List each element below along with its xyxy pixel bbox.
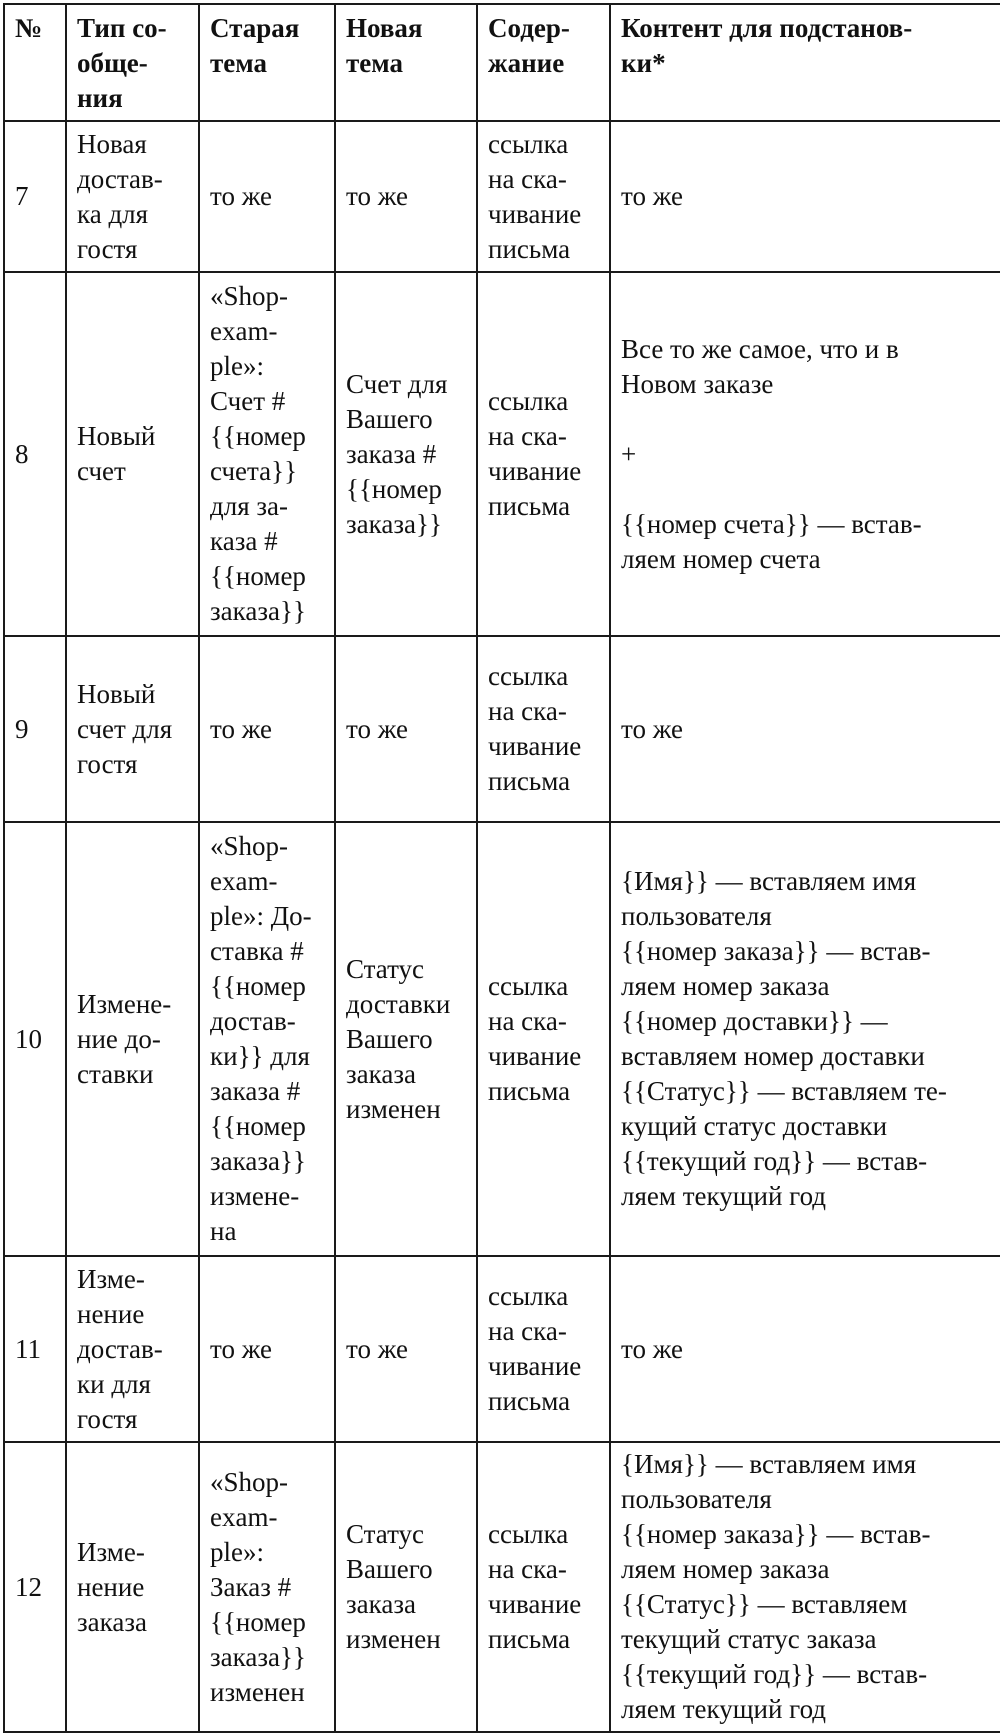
header-old-subject: Старая тема	[199, 4, 335, 121]
cell-content: ссылка на ска- чивание письма	[477, 121, 610, 272]
header-substitution: Контент для подстанов- ки*	[610, 4, 1000, 121]
cell-old-subject: то же	[199, 636, 335, 822]
header-content: Содер- жание	[477, 4, 610, 121]
cell-old-subject: «Shop- exam- ple»: Заказ # {{номер заказа}} изменен	[199, 1442, 335, 1732]
cell-message-type: Изме- нение достав- ки для гостя	[66, 1256, 199, 1442]
cell-old-subject: «Shop- exam- ple»: Счет # {{номер счета}} для за- каза # {{номер заказа}}	[199, 272, 335, 636]
cell-number: 9	[4, 636, 66, 822]
cell-substitution: Все то же самое, что и в Новом заказе + {{номер счета}} — встав- ляем номер счета	[610, 272, 1000, 636]
table-row	[4, 121, 1000, 272]
cell-number: 10	[4, 822, 66, 1256]
header-message-type: Тип со- обще- ния	[66, 4, 199, 121]
cell-content: ссылка на ска- чивание письма	[477, 822, 610, 1256]
header-new-subject: Новая тема	[335, 4, 477, 121]
cell-substitution: то же	[610, 1256, 1000, 1442]
cell-message-type: Изме- нение заказа	[66, 1442, 199, 1732]
cell-old-subject: то же	[199, 121, 335, 272]
cell-message-type: Новая достав- ка для гостя	[66, 121, 199, 272]
email-templates-table	[3, 3, 1000, 1733]
cell-content: ссылка на ска- чивание письма	[477, 1256, 610, 1442]
cell-number: 7	[4, 121, 66, 272]
cell-new-subject: Статус доставки Вашего заказа изменен	[335, 822, 477, 1256]
cell-new-subject: Статус Вашего заказа изменен	[335, 1442, 477, 1732]
cell-new-subject: Счет для Вашего заказа # {{номер заказа}}	[335, 272, 477, 636]
cell-substitution: то же	[610, 121, 1000, 272]
cell-new-subject: то же	[335, 121, 477, 272]
cell-content: ссылка на ска- чивание письма	[477, 272, 610, 636]
table-row	[4, 1442, 1000, 1732]
cell-message-type: Измене- ние до- ставки	[66, 822, 199, 1256]
cell-new-subject: то же	[335, 636, 477, 822]
cell-old-subject: то же	[199, 1256, 335, 1442]
cell-content: ссылка на ска- чивание письма	[477, 1442, 610, 1732]
cell-new-subject: то же	[335, 1256, 477, 1442]
table-header-row	[4, 4, 1000, 121]
cell-number: 11	[4, 1256, 66, 1442]
cell-message-type: Новый счет	[66, 272, 199, 636]
cell-substitution: {Имя}} — вставляем имя пользователя {{номер заказа}} — встав- ляем номер заказа {{Статус}} — вставляем текущий статус заказа {{текущий год}} — встав- ляем текущий год	[610, 1442, 1000, 1732]
table-row	[4, 1256, 1000, 1442]
cell-content: ссылка на ска- чивание письма	[477, 636, 610, 822]
cell-number: 8	[4, 272, 66, 636]
header-number: №	[4, 4, 66, 121]
table-row	[4, 822, 1000, 1256]
table-row	[4, 636, 1000, 822]
cell-substitution: то же	[610, 636, 1000, 822]
cell-old-subject: «Shop- exam- ple»: До- ставка # {{номер достав- ки}} для заказа # {{номер заказа}} измене- на	[199, 822, 335, 1256]
cell-number: 12	[4, 1442, 66, 1732]
table-row	[4, 272, 1000, 636]
cell-substitution: {Имя}} — вставляем имя пользователя {{номер заказа}} — встав- ляем номер заказа {{номер доставки}} — вставляем номер доставки {{Статус}} — вставляем те- кущий статус доставки {{текущий год}} — встав- ляем текущий год	[610, 822, 1000, 1256]
cell-message-type: Новый счет для гостя	[66, 636, 199, 822]
